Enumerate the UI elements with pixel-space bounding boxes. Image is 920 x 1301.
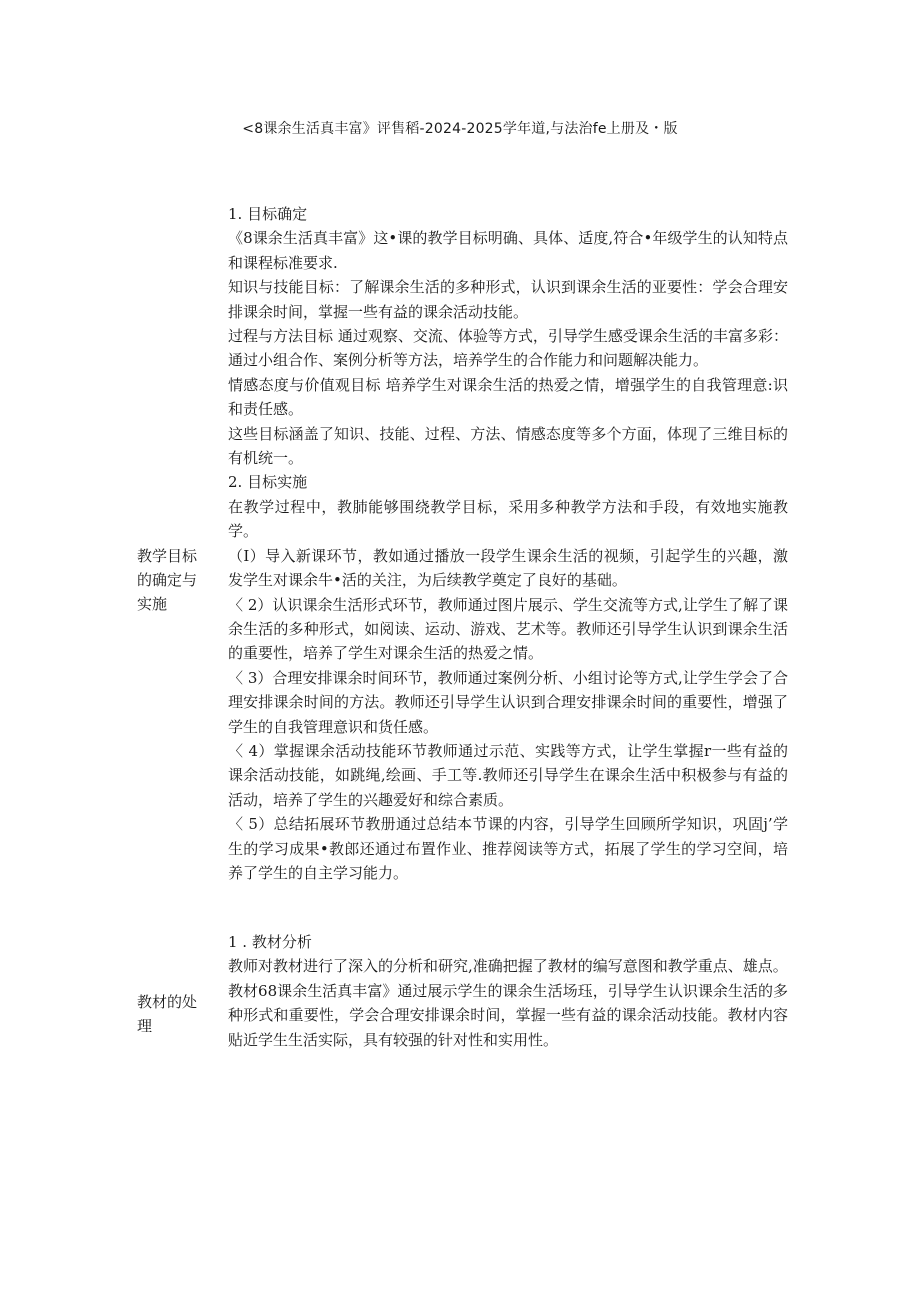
paragraph: 〈 4）掌握课余活动技能环节教师通过示范、实践等方式，让学生掌握r一些有益的课余活动技能，如跳绳,绘画、手工等.教师还引导学生在课余生活中积极参与有益的活动，培养了学生的兴趣爱好和综合素质。 (228, 741, 788, 809)
paragraph: 教材68课余生活真丰富》通过展示学生的课余生活场珏，引导学生认识课余生活的多种形式和重要性，学会合理安排课余时间，掌握一些有益的课余活动技能。教材内容贴近学生生活实际，具有较强的针对性和实用性。 (228, 981, 788, 1049)
paragraph: 〈 2）认识课余生活形式环节，教师通过图片展示、学生交流等方式,让学生了解了课余生活的多种形式，如阅读、运动、游戏、艺术等。教师还引导学生认识到课余生活的重要性，培养了学生对课余生活的热爱之情。 (228, 595, 788, 663)
page-title: <8课余生活真丰富》评售稻-2024-2025学年道,与法治fe上册及・版 (242, 121, 678, 137)
paragraph: 在教学过程中，教肺能够围绕教学目标，采用多种教学方法和手段，有效地实施教学。 (228, 497, 788, 541)
paragraph: 过程与方法目标 通过观察、交流、体验等方式，引导学生感受课余生活的丰富多彩：通过小组合作、案例分析等方法，培养学生的合作能力和问题解决能力。 (228, 327, 788, 370)
paragraph: （I）导入新课环节，教如通过播放一段学生课余生活的视频，引起学生的兴趣，激发学生对课余牛•活的关注，为后续教学奠定了良好的基础。 (228, 546, 788, 590)
section-teaching-goals (228, 202, 788, 885)
subheading-material-analysis: 1 . 教材分析 (228, 933, 312, 951)
subheading-goal-setting: 1. 目标确定 (228, 205, 308, 223)
paragraph: 〈 3）合理安排课余时间环节，教师通过案例分析、小组讨论等方式,让学生学会了合理安排课余时间的方法。教师还引导学生认识到合理安排课余时间的重要性，增强了学生的自我管理意识和货任感。 (228, 668, 788, 736)
section-label-teaching-goals: 教学目标的确定与实施 (137, 547, 198, 613)
paragraph: 知识与技能目标：了解课余生活的多种形式，认识到课余生活的亚要性：学会合理安排课余时间，掌握一些有益的课余活动技能。 (228, 278, 788, 321)
section-label-material-handling: 教材的处理 (137, 993, 198, 1035)
section-material-handling (228, 930, 788, 1052)
paragraph: 这些目标涵盖了知识、技能、过程、方法、情感态度等多个方面，体现了三维目标的有机统一。 (228, 424, 788, 468)
paragraph: 〈 5）总结拓展环节教册通过总结本节课的内容，引导学生回顾所学知识，巩固j’学生的学习成果•教郎还通过布置作业、推荐阅读等方式，拓展了学生的学习空间，培养了学生的自主学习能力。 (228, 815, 788, 882)
subheading-goal-implementation: 2. 目标实施 (228, 473, 308, 492)
paragraph: 《8课余生活真丰富》这•课的教学目标明确、具体、适度,符合•年级学生的认知特点和课程标准要求. (228, 229, 788, 272)
paragraph: 情感态度与价值观目标 培养学生对课余生活的热爱之情，增强学生的自我管理意:识和责任感。 (228, 375, 788, 419)
paragraph: 教师对教材进行了深入的分析和研究,准确把握了教材的编写意图和教学重点、雄点。 (228, 957, 788, 976)
